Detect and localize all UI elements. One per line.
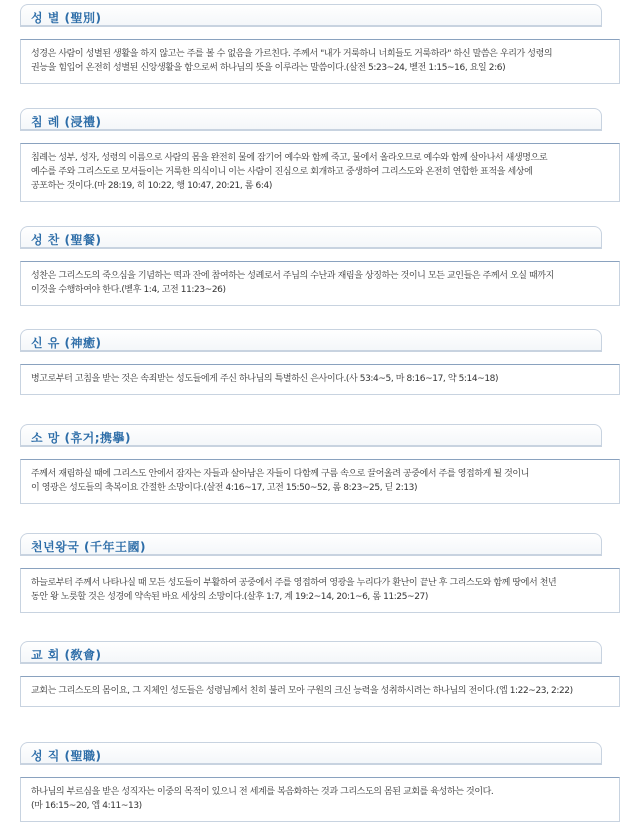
section-text: 주께서 재림하실 때에 그리스도 안에서 잠자는 자들과 살아남은 자들이 다함께 구름 속으로 끌어올려 공중에서 주를 영접하게 될 것이니 이 영광은 성도들의 축복이요 간절한 소망이다.(살전 4:16~17, 고전 15:50~52, 롬 8:23~25, 딛 2:13): [31, 469, 530, 493]
section-title: 성 찬 (聖餐): [31, 233, 102, 247]
section-clergy: [20, 742, 620, 822]
section-body: [20, 459, 620, 504]
section-tab: [20, 4, 602, 27]
section-body: [20, 777, 620, 822]
section-sanctification: [20, 4, 620, 84]
section-body: [20, 676, 620, 707]
section-text: 성경은 사람이 성별된 생활을 하지 않고는 주를 볼 수 없음을 가르친다. 주께서 "내가 거룩하니 너희들도 거룩하라" 하신 말씀은 우리가 성령의 권능을 힘입어 온전히 성별된 신앙생활을 함으로써 하나님의 뜻을 이루라는 말씀이다.(살전 5:23~24, 벧전 1:15~16, 요일 2:6): [31, 49, 553, 73]
section-tab: [20, 533, 602, 556]
section-body: [20, 261, 620, 306]
section-body: [20, 364, 620, 395]
section-tab: [20, 424, 602, 447]
section-title: 침 례 (浸禮): [31, 115, 102, 129]
section-text: 하늘로부터 주께서 나타나실 때 모든 성도들이 부활하여 공중에서 주를 영접하여 영광을 누리다가 환난이 끝난 후 그리스도와 함께 땅에서 천년 동안 왕 노릇할 것은 성경에 약속된 바요 세상의 소망이다.(살후 1:7, 계 19:2~14, 20:1~6, 롬 11:25~27): [31, 578, 557, 602]
section-body: [20, 143, 620, 202]
section-text: 병고로부터 고침을 받는 것은 속죄받는 성도들에게 주신 하나님의 특별하신 은사이다.(사 53:4~5, 마 8:16~17, 약 5:14~18): [31, 374, 499, 384]
section-text: 침례는 성부, 성자, 성령의 이름으로 사람의 몸을 완전히 물에 잠기어 예수와 함께 죽고, 물에서 올라오므로 예수와 함께 살아나서 새생명으로 예수를 주와 그리스도로 모셔들이는 거룩한 의식이니 이는 사람이 진심으로 회개하고 중생하여 그리스도와 온전히 연합한 표적을 세상에 공포하는 것이다.(마 28:19, 히 10:22, 행 10:47, 20:21, 롬 6:4): [31, 153, 548, 191]
section-tab: [20, 742, 602, 765]
section-hope-rapture: [20, 424, 620, 504]
section-tab: [20, 641, 602, 664]
section-divine-healing: [20, 329, 620, 395]
section-church: [20, 641, 620, 707]
section-body: [20, 39, 620, 84]
section-title: 성 별 (聖別): [31, 11, 102, 25]
section-baptism: [20, 108, 620, 202]
section-title: 교 회 (敎會): [31, 648, 102, 662]
section-title: 성 직 (聖職): [31, 749, 102, 763]
section-communion: [20, 226, 620, 306]
section-title: 신 유 (神癒): [31, 336, 102, 350]
section-title: 소 망 (휴거;携擧): [31, 431, 131, 445]
section-tab: [20, 329, 602, 352]
section-text: 하나님의 부르심을 받은 성직자는 이중의 목적이 있으니 전 세계를 복음화하는 것과 그리스도의 몸된 교회를 육성하는 것이다. (마 16:15~20, 엡 4:11~13): [31, 787, 494, 811]
section-text: 교회는 그리스도의 몸이요, 그 지체인 성도들은 성령님께서 친히 불러 모아 구원의 크신 능력을 성취하시려는 하나님의 전이다.(엡 1:22~23, 2:22): [31, 686, 573, 696]
section-title: 천년왕국 (千年王國): [31, 540, 147, 554]
section-tab: [20, 108, 602, 131]
section-body: [20, 568, 620, 613]
section-tab: [20, 226, 602, 249]
section-millennium: [20, 533, 620, 613]
section-text: 성찬은 그리스도의 죽으심을 기념하는 떡과 잔에 참여하는 성례로서 주님의 수난과 재림을 상징하는 것이니 모든 교인들은 주께서 오실 때까지 이것을 수행하여야 한다.(벧후 1:4, 고전 11:23~26): [31, 271, 554, 295]
